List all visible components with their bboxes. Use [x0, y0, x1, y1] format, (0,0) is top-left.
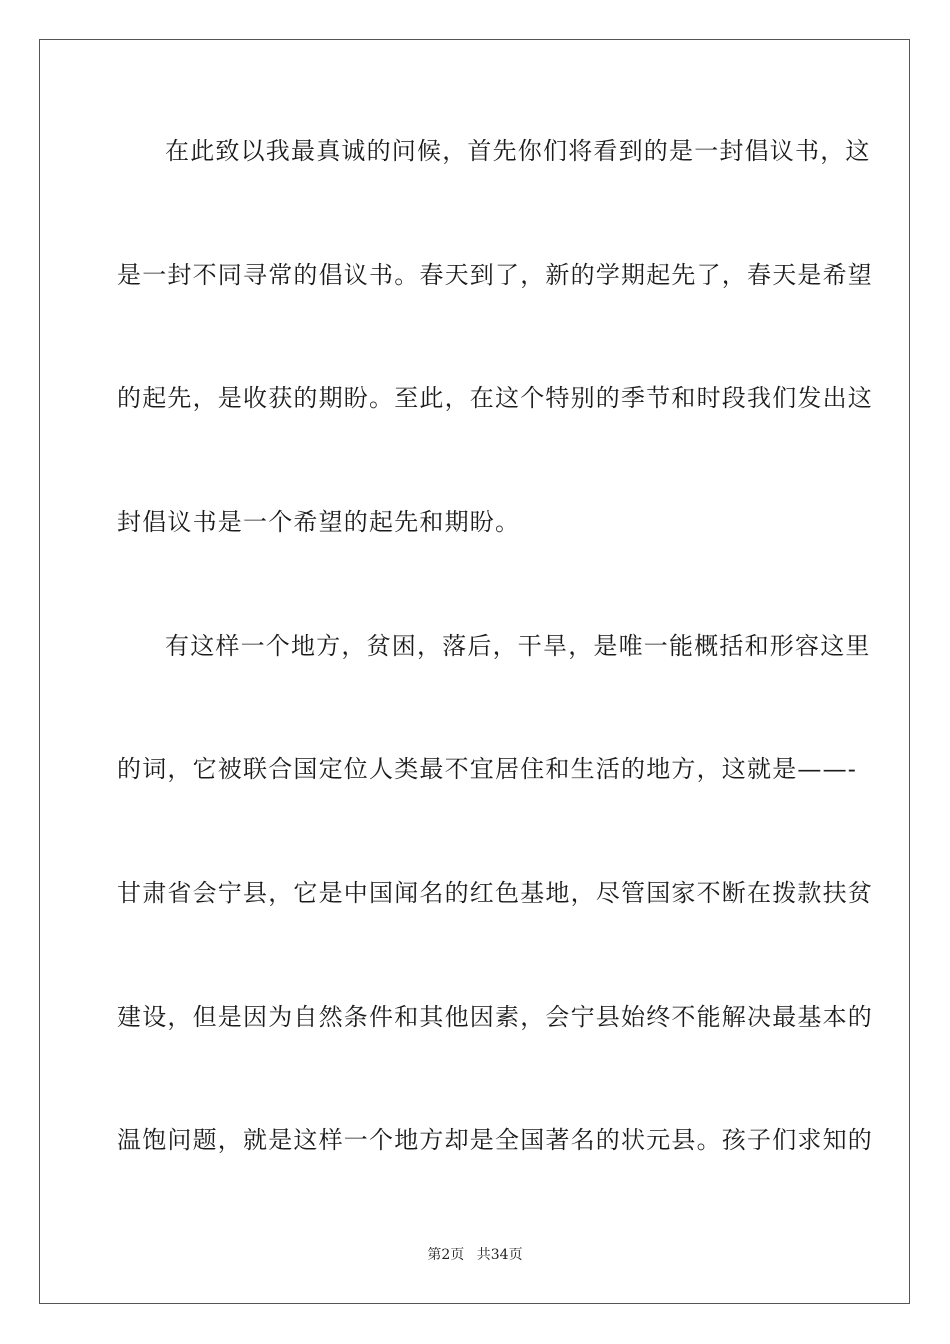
page-footer [0, 1246, 950, 1264]
page-total: 共34页 [476, 1247, 523, 1263]
text-line: 有这样一个地方，贫困，落后，干旱，是唯一能概括和形容这里 [165, 632, 871, 660]
page-frame [39, 39, 910, 1304]
text-line: 是一封不同寻常的倡议书。春天到了，新的学期起先了，春天是希望 [117, 261, 873, 289]
text-line: 温饱问题，就是这样一个地方却是全国著名的状元县。孩子们求知的 [117, 1126, 873, 1154]
text-line: 在此致以我最真诚的问候，首先你们将看到的是一封倡议书，这 [165, 137, 871, 165]
text-line: 的词，它被联合国定位人类最不宜居住和生活的地方，这就是——- [117, 755, 858, 783]
page-number: 第2页 [427, 1247, 465, 1263]
text-line: 的起先，是收获的期盼。至此，在这个特别的季节和时段我们发出这 [117, 384, 873, 412]
text-line: 封倡议书是一个希望的起先和期盼。 [117, 508, 521, 536]
text-line: 甘肃省会宁县，它是中国闻名的红色基地，尽管国家不断在拨款扶贫 [117, 879, 873, 907]
text-line: 建设，但是因为自然条件和其他因素，会宁县始终不能解决最基本的 [117, 1003, 873, 1031]
